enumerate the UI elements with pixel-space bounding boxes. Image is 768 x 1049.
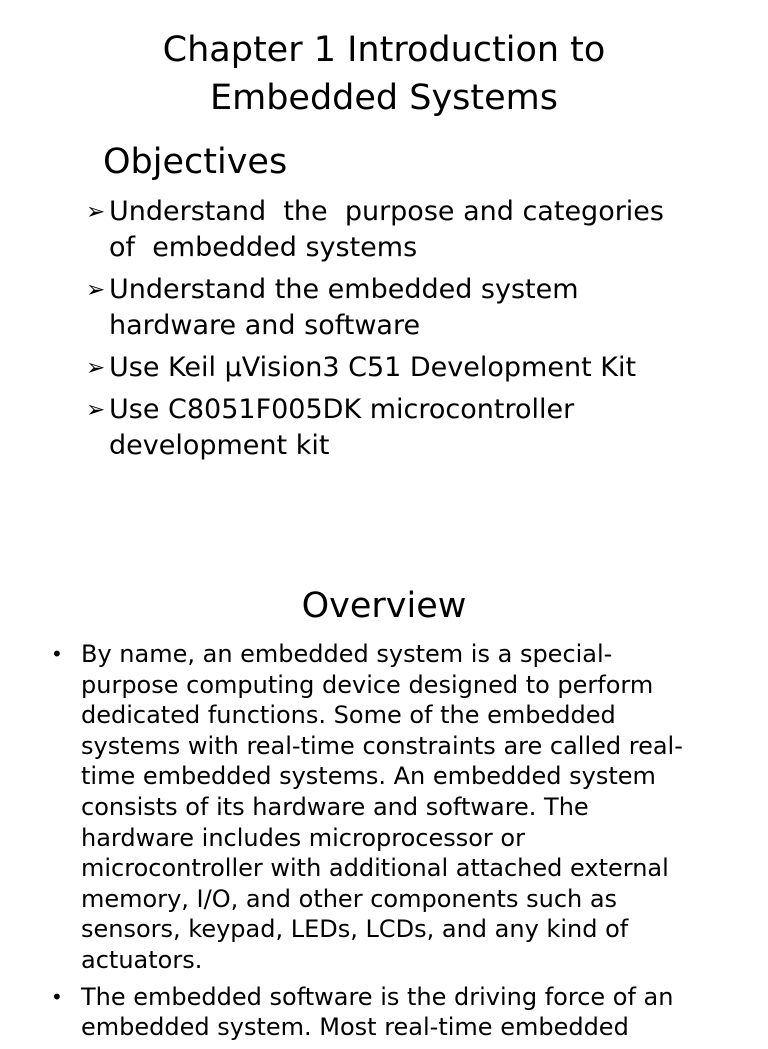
- objective-text-line: Understand the purpose and categories: [109, 196, 664, 227]
- arrow-bullet-icon: ➢: [86, 199, 106, 225]
- objective-text-line: Use Keil µVision3 C51 Development Kit: [109, 352, 637, 383]
- overview-bullet: [48, 982, 748, 1043]
- arrow-bullet-icon: ➢: [86, 355, 106, 381]
- overview-title: Overview: [301, 586, 467, 626]
- bullet-dot-icon: •: [51, 642, 63, 666]
- objective-item: [86, 272, 746, 344]
- overview-text-line: By name, an embedded system is a special-: [81, 640, 613, 668]
- objective-text-line: of embedded systems: [109, 232, 418, 263]
- overview-text-line: hardware includes microprocessor or: [81, 823, 525, 852]
- slide-overview: [0, 560, 768, 1042]
- overview-text-line: actuators.: [81, 945, 203, 974]
- overview-list: [48, 639, 748, 1049]
- overview-text-line: dedicated functions. Some of the embedded: [81, 701, 616, 730]
- objective-text-line: hardware and software: [109, 310, 421, 341]
- overview-text-line: sensors, keypad, LEDs, LCDs, and any kind of: [81, 915, 629, 944]
- overview-text-line: consists of its hardware and software. The: [81, 792, 589, 821]
- chapter-title-line: Embedded Systems: [209, 78, 559, 118]
- overview-bullet: [48, 639, 748, 976]
- arrow-bullet-icon: ➢: [86, 277, 106, 303]
- objective-item: [86, 392, 746, 464]
- chapter-title-line: Chapter 1 Introduction to: [162, 30, 606, 70]
- objectives-list: [86, 194, 746, 470]
- objective-text-line: development kit: [109, 430, 330, 461]
- objectives-heading: Objectives: [103, 142, 288, 182]
- objective-text-line: Understand the embedded system: [109, 274, 579, 305]
- overview-text-line: microcontroller with additional attached external: [81, 854, 669, 883]
- objective-item: [86, 194, 746, 266]
- objective-item: [86, 350, 746, 386]
- overview-text-line: memory, I/O, and other components such as: [81, 884, 618, 913]
- overview-text-line: The embedded software is the driving force of an: [81, 982, 674, 1011]
- overview-text-line: systems with real-time constraints are called real-: [81, 731, 683, 760]
- chapter-title: [0, 26, 768, 122]
- bullet-dot-icon: •: [51, 984, 63, 1009]
- overview-text-line: time embedded systems. An embedded system: [81, 762, 656, 791]
- arrow-bullet-icon: ➢: [86, 397, 106, 423]
- objective-text-line: Use C8051F005DK microcontroller: [109, 394, 575, 425]
- overview-text-line: purpose computing device designed to perform: [81, 670, 654, 699]
- overview-text-line: embedded system. Most real-time embedded: [81, 1013, 629, 1042]
